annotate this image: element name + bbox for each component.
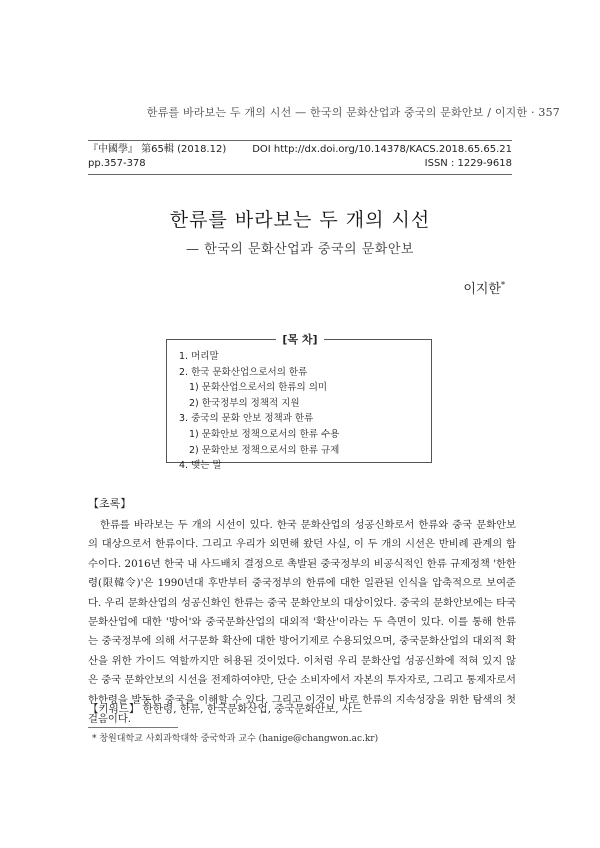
toc-item: 4. 맺는 말	[179, 460, 222, 472]
toc-item: 3. 중국의 문화 안보 정책과 한류	[179, 413, 314, 425]
toc-heading	[0, 331, 600, 347]
author	[463, 278, 505, 297]
abstract-label: 【초록】	[88, 497, 132, 510]
paper-title: 한류를 바라보는 두 개의 시선	[169, 209, 431, 231]
toc-item: 1. 머리말	[179, 351, 219, 362]
toc-subitem: 2) 한국정부의 정책적 지원	[189, 397, 300, 409]
page-range: pp.357-378	[88, 158, 146, 169]
issn: ISSN : 1229-9618	[424, 158, 512, 169]
footnote-divider	[88, 727, 178, 728]
author-footnote-mark: *	[501, 280, 505, 290]
title-block	[0, 205, 600, 257]
toc-subitem: 2) 문화안보 정책으로서의 한류 규제	[189, 444, 340, 456]
abstract-text: 한류를 바라보는 두 개의 시선이 있다. 한국 문화산업의 성공신화로서 한류와 중국 문화안보의 대상으로서 한류이다. 그리고 우리가 외면해 왔던 사실, 이 두 개의 시선은 반비례 관계의 함수이다. 2016년 한국 내 사드배치 결정으로 촉발된 중국정부의 비공식적인 한류 규제정책 '한한령(限韓令)'은 1990년대 후반부터 중국정부의 한류에 대한 일관된 인식을 압축적으로 보여준다. 우리 문화산업의 성공신화인 한류는 중국 문화안보의 대상이었다. 중국의 문화안보에는 타국 문화산업에 대한 '방어'와 중국문화산업의 대외적 '확산'이라는 두 측면이 있다. 이를 통해 한류는 중국정부에 의해 서구문화 확산에 대한 방어기제로 수용되었으며, 중국문화산업의 대외적 확산을 위한 가이드 역할까지만 허용된 것이었다. 이처럼 우리 문화산업 성공신화에 적혀 있지 않은 중국 문화안보의 시선을 전제하여야만, 단순 소비자에서 자본의 투자자로, 그리고 통제자로서 한한령을 발동한 중국을 이해할 수 있다. 그리고 이것이 바로 한류의 지속성장을 위한 탐색의 첫걸음이다.	[88, 519, 516, 726]
author-name: 이지한	[463, 282, 501, 297]
journal-meta	[88, 140, 512, 175]
keywords: 【키워드】 한한령, 한류, 한국문화산업, 중국문화안보, 사드	[88, 703, 363, 715]
running-header: 한류를 바라보는 두 개의 시선 — 한국의 문화산업과 중국의 문화안보 / 이지한 · 357	[146, 106, 560, 119]
toc-item: 2. 한국 문화산업으로서의 한류	[179, 366, 308, 378]
toc-label: [목 차]	[276, 333, 323, 346]
journal-citation: 『中國學』 第65輯 (2018.12)	[88, 144, 227, 155]
toc-subitem: 1) 문화안보 정책으로서의 한류 수용	[189, 428, 340, 440]
table-of-contents	[166, 339, 432, 472]
paper-subtitle: — 한국의 문화산업과 중국의 문화안보	[186, 242, 414, 257]
abstract	[88, 516, 516, 729]
author-footnote: * 창원대학교 사회과학대학 중국학과 교수 (hanige@changwon.ac.kr)	[92, 734, 379, 744]
toc-subitem: 1) 문화산업으로서의 한류의 의미	[189, 382, 328, 394]
doi-link[interactable]: DOI http://dx.doi.org/10.14378/KACS.2018.65.65.21	[252, 144, 512, 155]
